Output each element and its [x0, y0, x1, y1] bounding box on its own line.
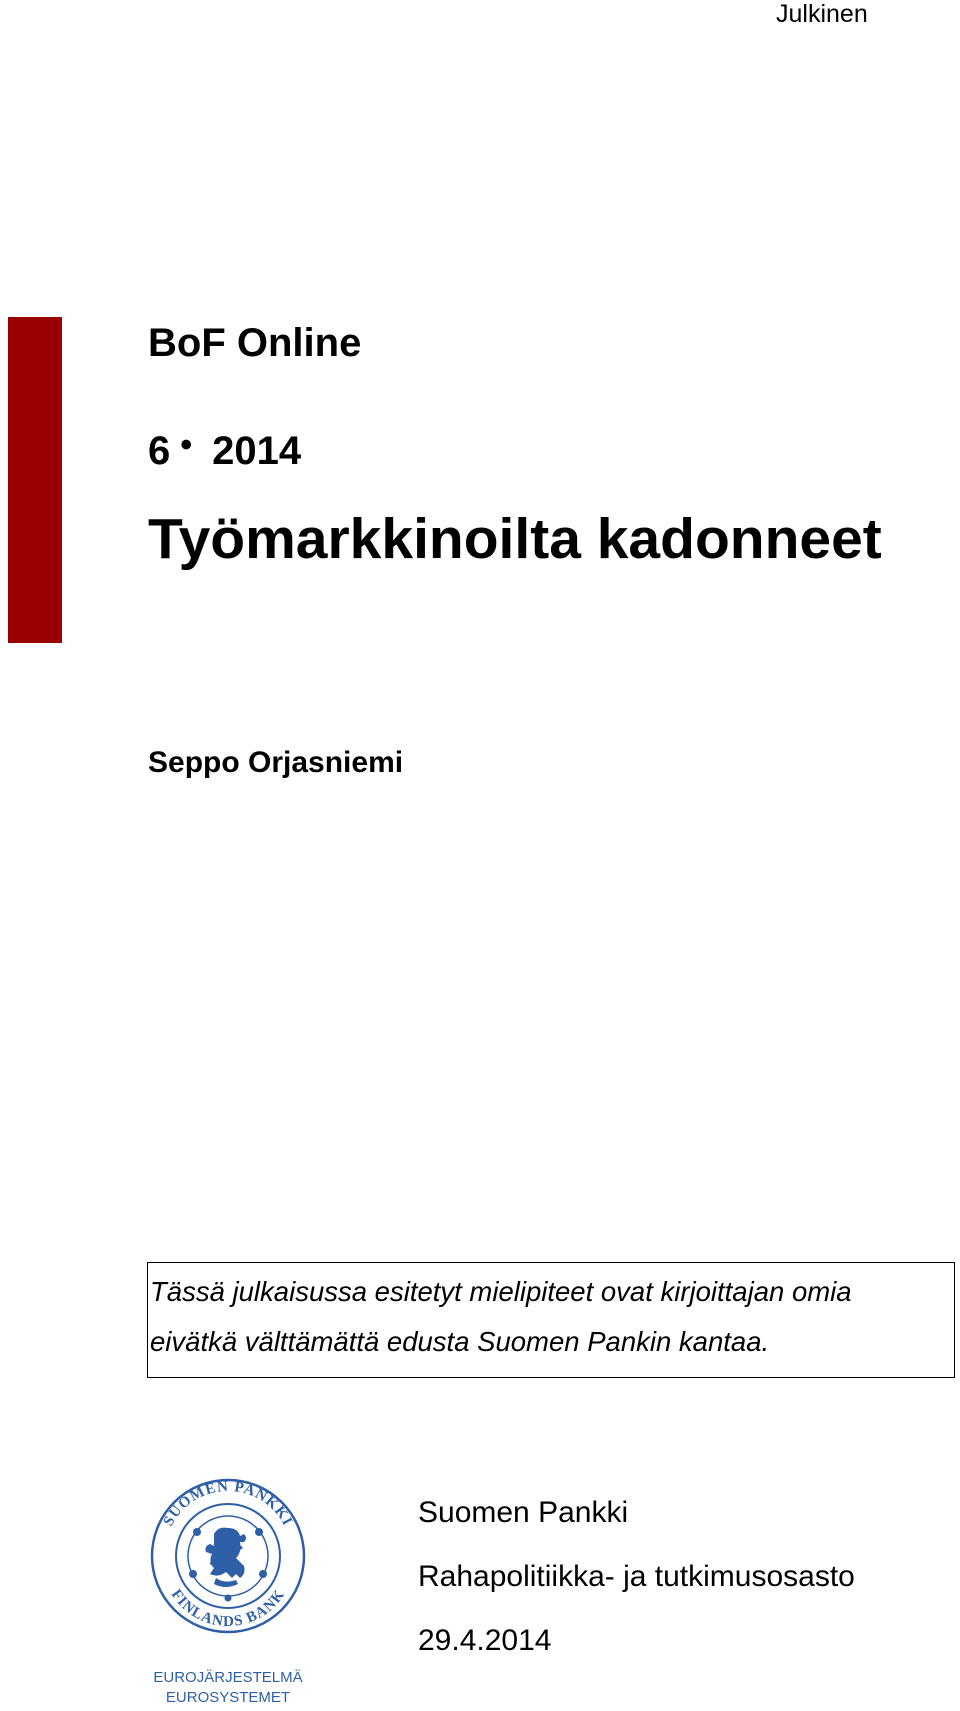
issue-bullet: •	[180, 426, 193, 464]
logo-ring-bottom: FINLANDS BANK	[167, 1586, 289, 1631]
disclaimer-line-2: eivätkä välttämättä edusta Suomen Pankin kantaa.	[150, 1326, 770, 1357]
author-name: Seppo Orjasniemi	[148, 746, 404, 779]
lion-icon	[206, 1528, 247, 1587]
disclaimer-line-1: Tässä julkaisussa esitetyt mielipiteet ovat kirjoittajan omia	[150, 1276, 852, 1307]
issue-line	[148, 428, 301, 474]
series-name: BoF Online	[148, 321, 362, 365]
logo-ring-top: SUOMEN PANKKI	[160, 1478, 296, 1529]
issue-year: 2014	[212, 429, 302, 473]
disclaimer-box	[147, 1262, 955, 1378]
publisher-department: Rahapolitiikka- ja tutkimusosasto	[418, 1560, 855, 1593]
issue-number: 6	[148, 429, 171, 473]
bank-seal-icon	[148, 1474, 308, 1706]
document-title: Työmarkkinoilta kadonneet	[148, 507, 882, 571]
publisher-name: Suomen Pankki	[418, 1496, 629, 1529]
publication-date: 29.4.2014	[418, 1624, 552, 1657]
logo-caption-1: EUROJÄRJESTELMÄ	[153, 1669, 303, 1686]
bank-logo	[148, 1474, 308, 1706]
logo-caption-2: EUROSYSTEMET	[165, 1689, 291, 1706]
classification-label: Julkinen	[776, 0, 868, 28]
accent-bar	[8, 317, 62, 643]
